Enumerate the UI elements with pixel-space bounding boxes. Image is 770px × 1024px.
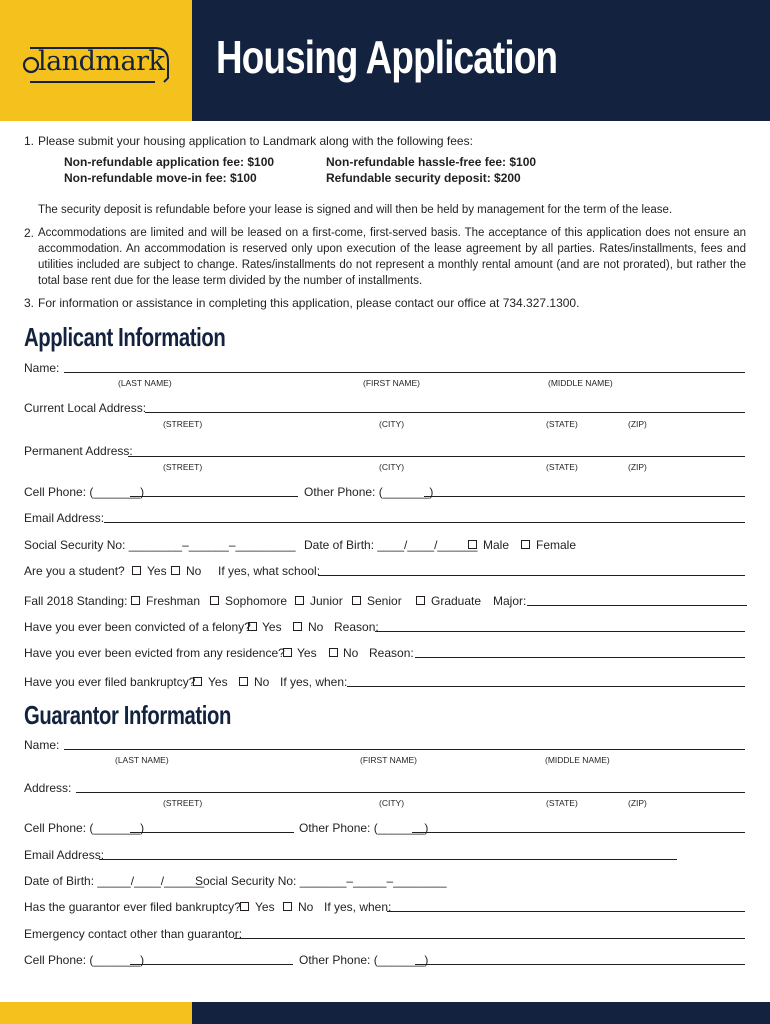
dob-field[interactable]: Date of Birth: ____/____/______ [304,538,478,552]
guarantor-name-label: Name: [24,738,60,752]
senior-label: Senior [367,594,402,608]
no-label: No [254,675,270,689]
female-checkbox[interactable] [521,540,530,549]
applicant-name-field[interactable] [64,372,745,373]
female-label: Female [536,538,577,552]
evicted-yes-checkbox[interactable] [283,648,292,657]
security-deposit: Refundable security deposit: $200 [326,171,521,185]
evicted-reason-field[interactable] [415,657,745,658]
last-name-caption: (LAST NAME) [115,755,169,765]
state-caption: (STATE) [546,798,578,808]
school-label: If yes, what school: [218,564,321,578]
guarantor-heading: Guarantor Information [24,700,232,730]
bankruptcy-yes-checkbox[interactable] [193,677,202,686]
middle-name-caption: (MIDDLE NAME) [545,755,610,765]
junior-checkbox[interactable] [295,596,304,605]
guarantor-cell-phone-label: Cell Phone: (_______) [24,821,145,835]
street-caption: (STREET) [163,462,203,472]
sophomore-checkbox[interactable] [210,596,219,605]
sophomore-label: Sophomore [225,594,288,608]
guarantor-other-phone-field[interactable] [412,832,745,833]
application-fee: Non-refundable application fee: $100 [64,155,275,169]
email-label: Email Address: [24,511,105,525]
emergency-other-phone-field[interactable] [415,964,745,965]
student-no-checkbox[interactable] [171,566,180,575]
felony-reason-label: Reason: [334,620,379,634]
emergency-contact-field[interactable] [234,938,745,939]
ssn-field[interactable]: Social Security No: ________–______–_________ [24,538,296,552]
male-checkbox[interactable] [468,540,477,549]
last-name-caption: (LAST NAME) [118,378,172,388]
guarantor-email-label: Email Address: [24,848,105,862]
email-field[interactable] [104,522,745,523]
emergency-cell-phone-label: Cell Phone: (_______) [24,953,145,967]
guarantor-bankruptcy-when-field[interactable] [387,911,745,912]
item3-text: For information or assistance in completing this application, please contact our office at 734.327.1300. [38,296,580,310]
guarantor-name-field[interactable] [64,749,745,750]
middle-name-caption: (MIDDLE NAME) [548,378,613,388]
school-field[interactable] [318,575,745,576]
deposit-note: The security deposit is refundable before your lease is signed and will then be held by management for the term of the lease. [38,204,673,216]
footer-navy-band [192,1002,770,1024]
guarantor-cell-phone-field[interactable] [130,832,294,833]
guarantor-address-field[interactable] [76,792,745,793]
guarantor-dob-field[interactable]: Date of Birth: _____/____/______ [24,874,205,888]
guarantor-bankruptcy-when-label: If yes, when: [324,900,392,914]
felony-yes-checkbox[interactable] [248,622,257,631]
state-caption: (STATE) [546,419,578,429]
junior-label: Junior [310,594,343,608]
emergency-contact-label: Emergency contact other than guarantor: [24,927,243,941]
landmark-logo [22,44,172,86]
standing-label: Fall 2018 Standing: [24,594,128,608]
graduate-label: Graduate [431,594,482,608]
cell-phone-field[interactable] [130,496,298,497]
evicted-question: Have you ever been evicted from any residence? [24,646,285,660]
guarantor-email-field[interactable] [99,859,677,860]
guarantor-bankruptcy-question: Has the guarantor ever filed bankruptcy? [24,900,241,914]
student-yes-checkbox[interactable] [132,566,141,575]
no-label: No [308,620,324,634]
major-label: Major: [493,594,527,608]
street-caption: (STREET) [163,798,203,808]
yes-label: Yes [147,564,167,578]
student-question: Are you a student? [24,564,125,578]
bankruptcy-question: Have you ever filed bankruptcy? [24,675,196,689]
bankruptcy-when-field[interactable] [347,686,745,687]
male-label: Male [483,538,510,552]
guarantor-address-label: Address: [24,781,72,795]
cell-phone-label: Cell Phone: (_______) [24,485,145,499]
evicted-reason-label: Reason: [369,646,414,660]
move-in-fee: Non-refundable move-in fee: $100 [64,171,257,185]
first-name-caption: (FIRST NAME) [360,755,417,765]
felony-no-checkbox[interactable] [293,622,302,631]
guarantor-bankruptcy-no-checkbox[interactable] [283,902,292,911]
emergency-other-phone-label: Other Phone: (_______) [299,953,429,967]
local-address-label: Current Local Address: [24,401,147,415]
evicted-no-checkbox[interactable] [329,648,338,657]
no-label: No [298,900,314,914]
bankruptcy-when-label: If yes, when: [280,675,348,689]
applicant-name-label: Name: [24,361,60,375]
yes-label: Yes [255,900,275,914]
permanent-address-field[interactable] [128,456,745,457]
city-caption: (CITY) [379,419,405,429]
item1-number: 1. [24,134,35,148]
permanent-address-label: Permanent Address: [24,444,133,458]
yes-label: Yes [208,675,228,689]
zip-caption: (ZIP) [628,419,647,429]
bankruptcy-no-checkbox[interactable] [239,677,248,686]
city-caption: (CITY) [379,798,405,808]
local-address-field[interactable] [145,412,745,413]
emergency-cell-phone-field[interactable] [130,964,293,965]
item1-text: Please submit your housing application to Landmark along with the following fees: [38,134,473,148]
page-title: Housing Application [216,31,558,83]
item2-text: Accommodations are limited and will be leased on a first-come, first-served basis. The acceptance of this application does not ensure an accommodation. An accommodation is reserved only upon execution of the lease agreement by all parties. Rates/installments, fees and utilities included are subject to change. Rates/installments do not represent a monthly rental amount (and are not prorated), but rather the total base rent due for the lease term divided by the number of installments. [38,227,746,287]
no-label: No [186,564,202,578]
other-phone-field[interactable] [424,496,745,497]
logo-text: landmark [38,46,165,77]
senior-checkbox[interactable] [352,596,361,605]
applicant-heading: Applicant Information [24,322,226,352]
other-phone-label: Other Phone: (_______) [304,485,434,499]
street-caption: (STREET) [163,419,203,429]
graduate-checkbox[interactable] [416,596,425,605]
freshman-label: Freshman [146,594,201,608]
guarantor-ssn-field[interactable]: Social Security No: _______–_____–________ [195,874,447,888]
freshman-checkbox[interactable] [131,596,140,605]
major-field[interactable] [527,605,747,606]
felony-reason-field[interactable] [375,631,745,632]
state-caption: (STATE) [546,462,578,472]
hassle-free-fee: Non-refundable hassle-free fee: $100 [326,155,537,169]
yes-label: Yes [297,646,317,660]
item2-number: 2. [24,226,35,240]
first-name-caption: (FIRST NAME) [363,378,420,388]
yes-label: Yes [262,620,282,634]
city-caption: (CITY) [379,462,405,472]
item3-number: 3. [24,296,35,310]
footer-gold-band [0,1002,192,1024]
felony-question: Have you ever been convicted of a felony? [24,620,251,634]
zip-caption: (ZIP) [628,462,647,472]
no-label: No [343,646,359,660]
guarantor-bankruptcy-yes-checkbox[interactable] [240,902,249,911]
zip-caption: (ZIP) [628,798,647,808]
guarantor-other-phone-label: Other Phone: (_______) [299,821,429,835]
